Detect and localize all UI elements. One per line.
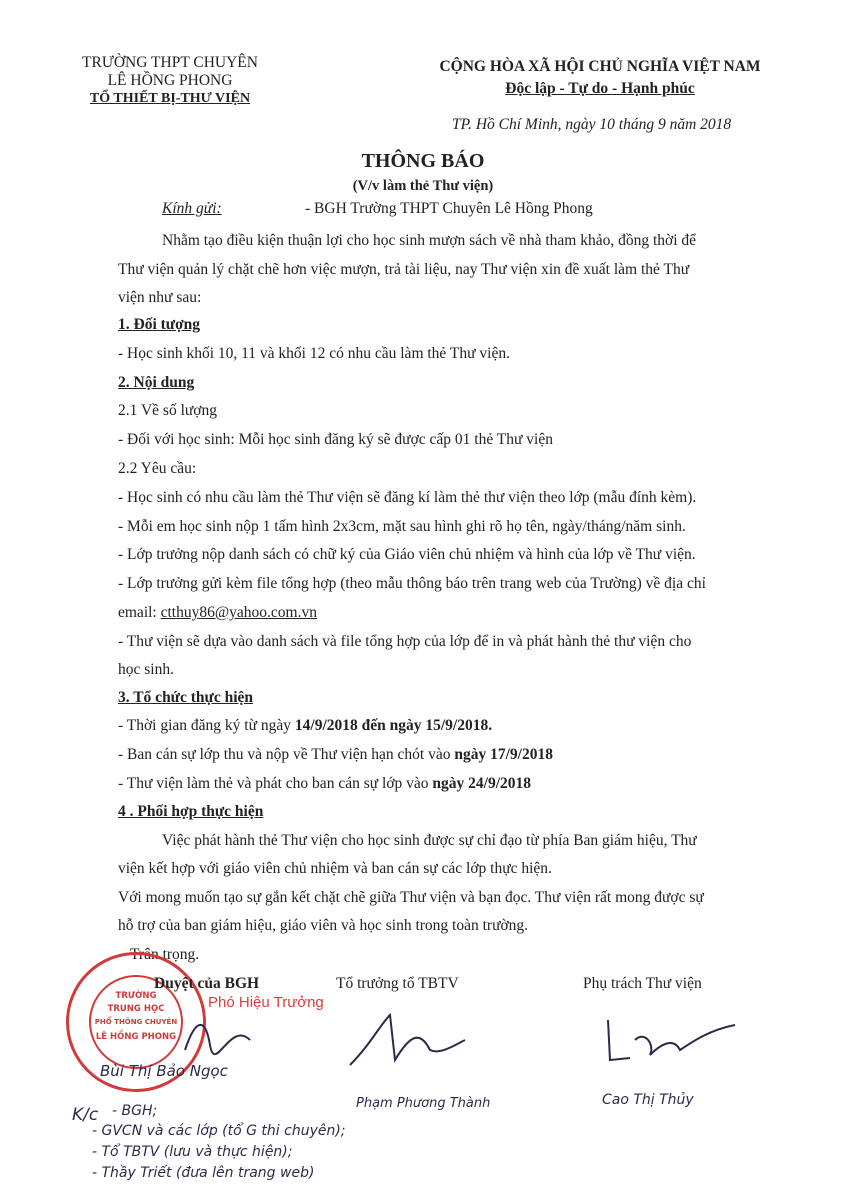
signature-label-library: Phụ trách Thư viện	[583, 975, 702, 992]
signature-label-tbtv: Tổ trưởng tổ TBTV	[336, 975, 459, 992]
intro-line: Thư viện quản lý chặt chẽ hơn việc mượn, trả tài liệu, nay Thư viện xin đề xuất làm thẻ Thư	[118, 261, 690, 278]
signature-mark-library	[600, 1010, 740, 1070]
handwritten-name-bgh: Bùi Thị Bảo Ngọc	[100, 1062, 228, 1080]
section-2-line: học sinh.	[118, 661, 174, 678]
signature-label-bgh: Duyệt của BGH	[154, 975, 260, 992]
document-subtitle: (V/v làm thẻ Thư viện)	[352, 178, 494, 194]
section-4-line: Với mong muốn tạo sự gắn kết chặt chẽ giữa Thư viện và bạn đọc. Thư viện rất mong được sự	[118, 889, 704, 906]
stamp-text: LÊ HỒNG PHONG	[95, 1032, 177, 1042]
section-2-line: - Đối với học sinh: Mỗi học sinh đăng ký sẽ được cấp 01 thẻ Thư viện	[118, 431, 553, 448]
department-name: TỔ THIẾT BỊ-THƯ VIỆN	[89, 91, 251, 106]
national-title: CỘNG HÒA XÃ HỘI CHỦ NGHĨA VIỆT NAM	[439, 58, 761, 75]
section-2-line: - Thư viện sẽ dựa vào danh sách và file tổng hợp của lớp để in và phát hành thẻ thư viện cho	[118, 633, 692, 650]
section-2-line: - Học sinh có nhu cầu làm thẻ Thư viện sẽ đăng kí làm thẻ thư viện theo lớp (mẫu đính kèm).	[118, 489, 697, 506]
section-1-line: - Học sinh khối 10, 11 và khối 12 có nhu cầu làm thẻ Thư viện.	[118, 345, 510, 362]
signature-mark-tbtv	[340, 1005, 470, 1075]
school-name-line-2: LÊ HỒNG PHONG	[107, 72, 233, 89]
section-4-line: viện kết hợp với giáo viên chủ nhiệm và ban cán sự các lớp thực hiện.	[118, 860, 552, 877]
intro-line: viện như sau:	[118, 289, 202, 306]
email-label: email:	[118, 604, 161, 621]
section-3-line: - Thời gian đăng ký từ ngày 14/9/2018 đến ngày 15/9/2018.	[118, 717, 493, 734]
closing: Trân trọng.	[130, 946, 200, 963]
section-heading-4: 4 . Phối hợp thực hiện	[118, 803, 264, 820]
section-4-line: Việc phát hành thẻ Thư viện cho học sinh được sự chỉ đạo từ phía Ban giám hiệu, Thư	[162, 832, 697, 849]
section-3-line: - Ban cán sự lớp thu và nộp về Thư viện hạn chót vào ngày 17/9/2018	[118, 746, 553, 763]
document-title: THÔNG BÁO	[361, 150, 485, 172]
intro-line: Nhằm tạo điều kiện thuận lợi cho học sinh mượn sách về nhà tham khảo, đồng thời để	[162, 232, 697, 249]
section-heading-3: 3. Tổ chức thực hiện	[118, 689, 254, 706]
school-name-line-1: TRƯỜNG THPT CHUYÊN	[82, 54, 258, 71]
cc-line: - GVCN và các lớp (tổ G thi chuyên);	[92, 1123, 346, 1139]
section-2-line: - Lớp trưởng gửi kèm file tổng hợp (theo mẫu thông báo trên trang web của Trường) về địa chỉ	[118, 575, 706, 592]
recipient-value: - BGH Trường THPT Chuyên Lê Hồng Phong	[305, 200, 593, 217]
section-2-line: 2.2 Yêu cầu:	[118, 460, 197, 477]
section-4-line: hỗ trợ của ban giám hiệu, giáo viên và học sinh trong toàn trường.	[118, 917, 529, 934]
section-2-line: - Mỗi em học sinh nộp 1 tấm hình 2x3cm, mặt sau hình ghi rõ họ tên, ngày/tháng/năm sinh.	[118, 518, 686, 535]
stamp-text: PHỔ THÔNG CHUYÊN	[94, 1018, 178, 1026]
section-heading-2: 2. Nội dung	[118, 374, 195, 391]
section-3-line: - Thư viện làm thẻ và phát cho ban cán sự lớp vào ngày 24/9/2018	[118, 775, 531, 792]
national-motto: Độc lập - Tự do - Hạnh phúc	[505, 80, 695, 97]
signature-mark-bgh	[180, 1010, 260, 1060]
handwritten-name-tbtv: Phạm Phương Thành	[356, 1096, 491, 1111]
section-2-line: 2.1 Về số lượng	[118, 402, 217, 419]
signature-title-bgh: Phó Hiệu Trưởng	[208, 994, 324, 1011]
section-heading-1: 1. Đối tượng	[118, 316, 201, 333]
stamp-text: TRƯỜNG	[115, 991, 157, 1001]
section-2-line: - Lớp trưởng nộp danh sách có chữ ký của Giáo viên chủ nhiệm và hình của lớp về Thư viện.	[118, 546, 696, 563]
national-header	[400, 56, 800, 100]
email-line	[118, 604, 317, 622]
document-date: TP. Hồ Chí Minh, ngày 10 tháng 9 năm 2018	[452, 116, 732, 133]
cc-line: - Tổ TBTV (lưu và thực hiện);	[92, 1144, 293, 1160]
cc-line: - BGH;	[112, 1103, 158, 1119]
cc-line: - Thầy Triết (đưa lên trang web)	[92, 1165, 315, 1181]
school-header	[40, 54, 300, 108]
recipient-label: Kính gửi:	[162, 200, 222, 217]
stamp-text: TRUNG HỌC	[107, 1004, 165, 1014]
cc-label: K/c	[72, 1105, 99, 1125]
email-link[interactable]: ctthuy86@yahoo.com.vn	[160, 604, 317, 621]
handwritten-name-library: Cao Thị Thủy	[602, 1092, 694, 1108]
